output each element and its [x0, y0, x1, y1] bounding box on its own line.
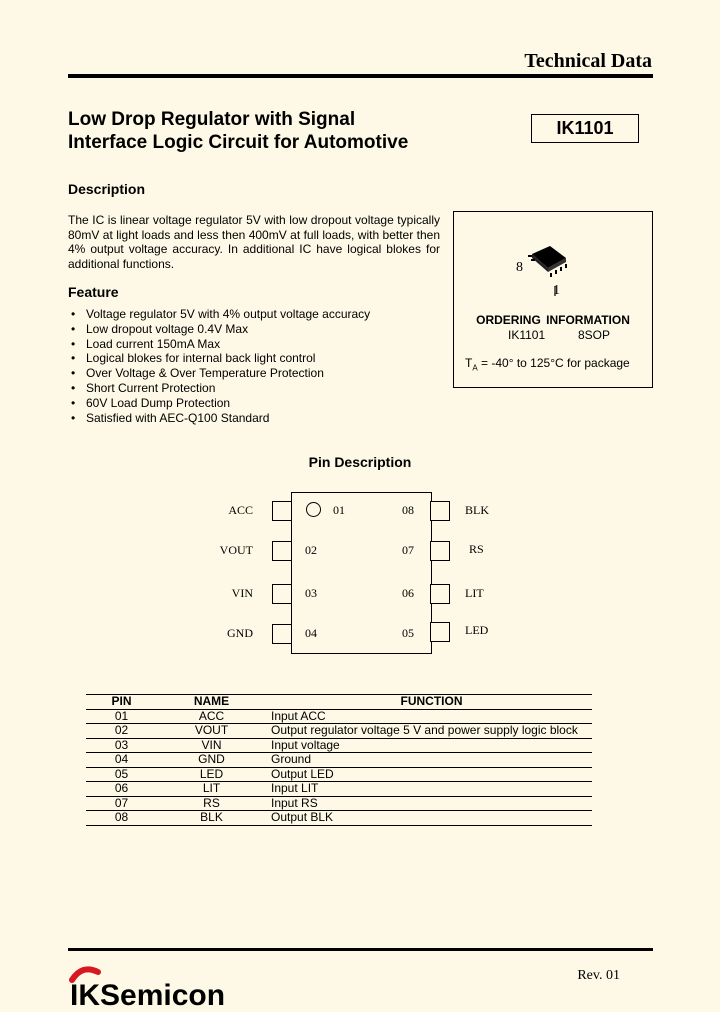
cell-name: VIN	[157, 738, 266, 753]
table-header-row	[86, 695, 592, 710]
title-line-2: Interface Logic Circuit for Automotive	[68, 132, 409, 153]
pin-number-01: 01	[333, 503, 345, 517]
feature-item: • Satisfied with AEC-Q100 Standard	[68, 411, 370, 426]
header-function: FUNCTION	[266, 695, 592, 710]
cell-function: Output regulator voltage 5 V and power supply logic block	[266, 724, 592, 739]
cell-pin: 06	[86, 782, 157, 797]
revision-label: Rev. 01	[577, 968, 620, 983]
logo-text: IKSemicon	[70, 979, 226, 1008]
cell-function: Output LED	[266, 767, 592, 782]
cell-pin: 03	[86, 738, 157, 753]
table-row	[86, 796, 592, 811]
pin-number-08: 08	[402, 503, 414, 517]
pin-pad-04	[272, 624, 292, 644]
document-title	[68, 108, 408, 154]
cell-name: LED	[157, 767, 266, 782]
pin-number-02: 02	[305, 543, 317, 557]
technical-data-label: Technical Data	[524, 50, 652, 72]
feature-item: • Voltage regulator 5V with 4% output voltage accuracy	[68, 307, 370, 322]
cell-name: BLK	[157, 811, 266, 826]
description-text: The IC is linear voltage regulator 5V with low dropout voltage typically 80mV at light loads and less then 400mV at full loads, with better then 4% output voltage accuracy. In additional IC have logical blokes for additional functions.	[68, 213, 440, 272]
cell-function: Input voltage	[266, 738, 592, 753]
table-row	[86, 738, 592, 753]
cell-name: LIT	[157, 782, 266, 797]
cell-name: VOUT	[157, 724, 266, 739]
pin-label-lit: LIT	[465, 586, 484, 600]
cell-pin: 01	[86, 709, 157, 724]
table-row	[86, 753, 592, 768]
feature-item: • Logical blokes for internal back light control	[68, 351, 370, 366]
part-number-box: IK1101	[531, 114, 639, 143]
header-rule	[68, 74, 653, 78]
pin-pad-06	[430, 584, 450, 604]
footer-rule	[68, 948, 653, 951]
ordering-part: IK1101	[508, 328, 546, 342]
cell-name: ACC	[157, 709, 266, 724]
feature-item: • Load current 150mA Max	[68, 337, 370, 352]
pin-label-led: LED	[465, 623, 489, 637]
pin-label-vout: VOUT	[219, 543, 253, 557]
feature-item: • Low dropout voltage 0.4V Max	[68, 322, 370, 337]
pin-description-heading: Pin Description	[308, 454, 412, 470]
table-row	[86, 724, 592, 739]
pin-label-rs: RS	[469, 542, 484, 556]
header-pin: PIN	[86, 695, 157, 710]
pin-number-07: 07	[402, 543, 414, 557]
temp-prefix: T	[465, 356, 473, 370]
description-heading: Description	[68, 181, 146, 197]
pin-pad-01	[272, 501, 292, 521]
cell-name: GND	[157, 753, 266, 768]
feature-item: • Short Current Protection	[68, 381, 370, 396]
cell-pin: 08	[86, 811, 157, 826]
table-row	[86, 782, 592, 797]
ordering-info-box	[453, 211, 653, 388]
pin-label-vin: VIN	[231, 586, 253, 600]
table-row	[86, 709, 592, 724]
cell-pin: 07	[86, 796, 157, 811]
table-row	[86, 767, 592, 782]
pin-pad-03	[272, 584, 292, 604]
cell-pin: 04	[86, 753, 157, 768]
header-name: NAME	[157, 695, 266, 710]
pin-number-05: 05	[402, 626, 414, 640]
pin-pad-07	[430, 541, 450, 561]
iksemicon-logo	[68, 962, 268, 1008]
cell-name: RS	[157, 796, 266, 811]
feature-item: • 60V Load Dump Protection	[68, 396, 370, 411]
pin1-marker-icon	[306, 502, 321, 517]
feature-list	[68, 307, 370, 425]
pin-number-04: 04	[305, 626, 317, 640]
pin-function-table	[86, 694, 592, 826]
cell-function: Ground	[266, 753, 592, 768]
cell-function: Input ACC	[266, 709, 592, 724]
temp-text: = -40° to 125°C for package	[477, 356, 630, 370]
pin-pad-02	[272, 541, 292, 561]
feature-item: • Over Voltage & Over Temperature Protection	[68, 366, 370, 381]
pin-pad-05	[430, 622, 450, 642]
table-row	[86, 811, 592, 826]
temperature-range	[465, 356, 630, 372]
title-line-1: Low Drop Regulator with Signal	[68, 109, 356, 130]
pin-label-blk: BLK	[465, 503, 489, 517]
cell-pin: 05	[86, 767, 157, 782]
chip-pin8-label: 8	[516, 260, 523, 275]
cell-function: Input LIT	[266, 782, 592, 797]
pin-pad-08	[430, 501, 450, 521]
ordering-heading: ORDERING INFORMATION	[476, 313, 630, 327]
feature-heading: Feature	[68, 284, 119, 300]
pin-number-06: 06	[402, 586, 414, 600]
ordering-package: 8SOP	[578, 328, 611, 342]
temp-subscript: A	[472, 363, 478, 373]
cell-function: Output BLK	[266, 811, 592, 826]
cell-function: Input RS	[266, 796, 592, 811]
pin-label-acc: ACC	[228, 503, 253, 517]
cell-pin: 02	[86, 724, 157, 739]
pin-number-03: 03	[305, 586, 317, 600]
pin-label-gnd: GND	[227, 626, 253, 640]
chip-pin1-label: 1	[553, 283, 560, 298]
